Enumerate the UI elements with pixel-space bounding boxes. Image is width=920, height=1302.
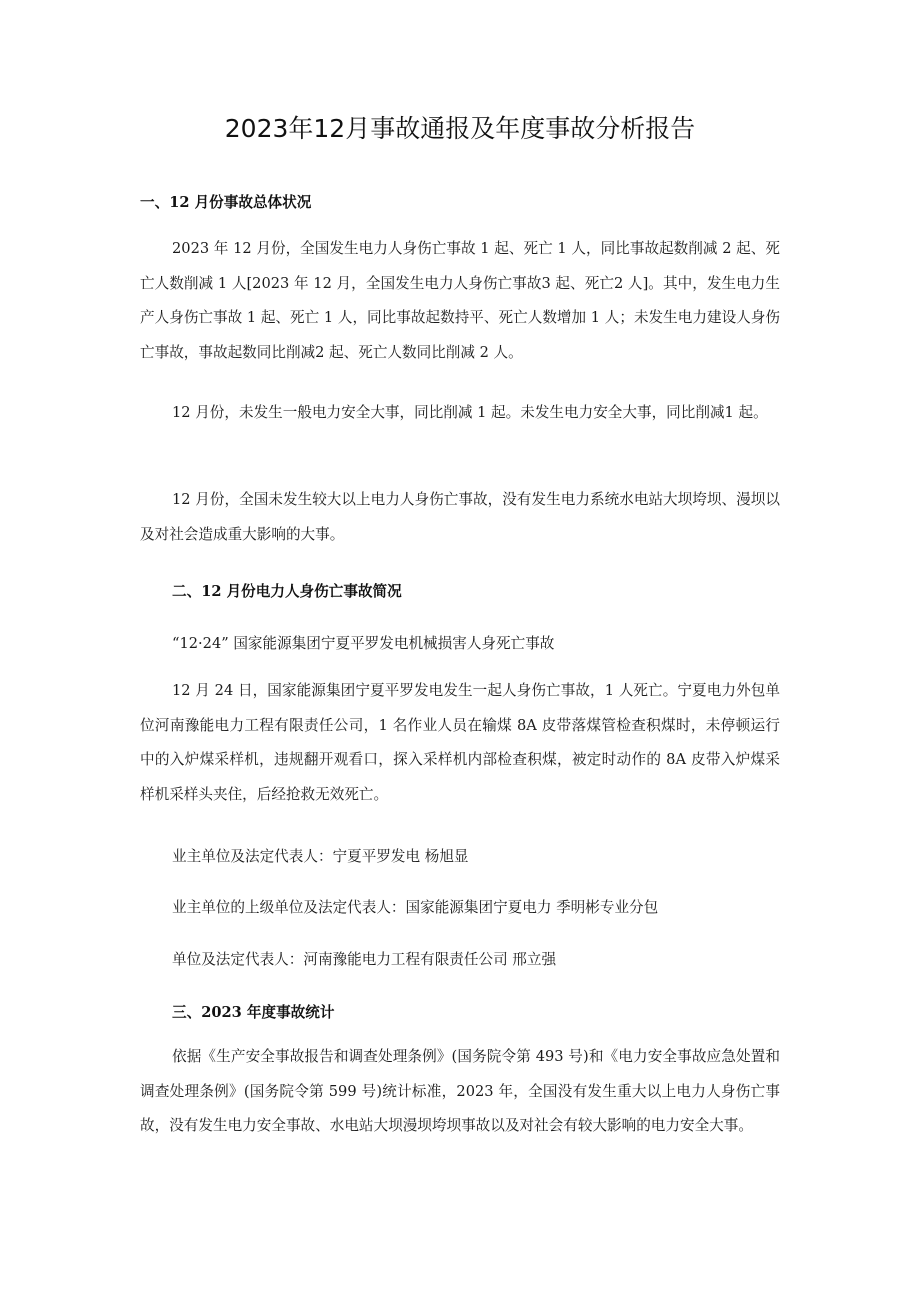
paragraph: 12 月份，全国未发生较大以上电力人身伤亡事故，没有发生电力系统水电站大坝垮坝、漫坝以及对社会造成重大影响的大事。 [140, 491, 780, 543]
section-heading: 一、12 月份事故总体状况 [140, 194, 312, 211]
subcontractor-line: 单位及法定代表人：河南豫能电力工程有限责任公司 邢立强 [172, 951, 557, 968]
document-title: 2023年12月事故通报及年度事故分析报告 [224, 114, 696, 143]
paragraph: 依据《生产安全事故报告和调查处理条例》(国务院令第 493 号)和《电力安全事故应急处置和调查处理条例》(国务院令第 599 号)统计标准，2023 年，全国没有发生重大以上电力人身伤亡事故，没有发生电力安全事故、水电站大坝漫坝垮坝事故以及对社会有较大影响的电力安全大事。 [140, 1048, 780, 1134]
section-heading: 二、12 月份电力人身伤亡事故简况 [172, 583, 402, 600]
paragraph: 12 月 24 日，国家能源集团宁夏平罗发电发生一起人身伤亡事故，1 人死亡。宁夏电力外包单位河南豫能电力工程有限责任公司，1 名作业人员在输煤 8A 皮带落煤管检查积煤时，未停顿运行中的入炉煤采样机，违规翻开观看口，探入采样机内部检查积煤，被定时动作的 8A 皮带入炉煤采样机采样头夹住，后经抢救无效死亡。 [140, 682, 780, 803]
paragraph: 2023 年 12 月份，全国发生电力人身伤亡事故 1 起、死亡 1 人，同比事故起数削减 2 起、死亡人数削减 1 人[2023 年 12 月，全国发生电力人身伤亡事故3 起、死亡2 人]。其中，发生电力生产人身伤亡事故 1 起、死亡 1 人，同比事故起数持平、死亡人数增加 1 人；未发生电力建设人身伤亡事故，事故起数同比削减2 起、死亡人数同比削减 2 人。 [140, 240, 780, 361]
parent-owner-line: 业主单位的上级单位及法定代表人：国家能源集团宁夏电力 季明彬专业分包 [172, 899, 659, 916]
paragraph: 12 月份，未发生一般电力安全大事，同比削减 1 起。未发生电力安全大事，同比削减1 起。 [172, 404, 768, 421]
section-heading: 三、2023 年度事故统计 [172, 1004, 335, 1021]
owner-line: 业主单位及法定代表人：宁夏平罗发电 杨旭显 [172, 848, 469, 865]
incident-title: “12·24” 国家能源集团宁夏平罗发电机械损害人身死亡事故 [172, 635, 555, 652]
